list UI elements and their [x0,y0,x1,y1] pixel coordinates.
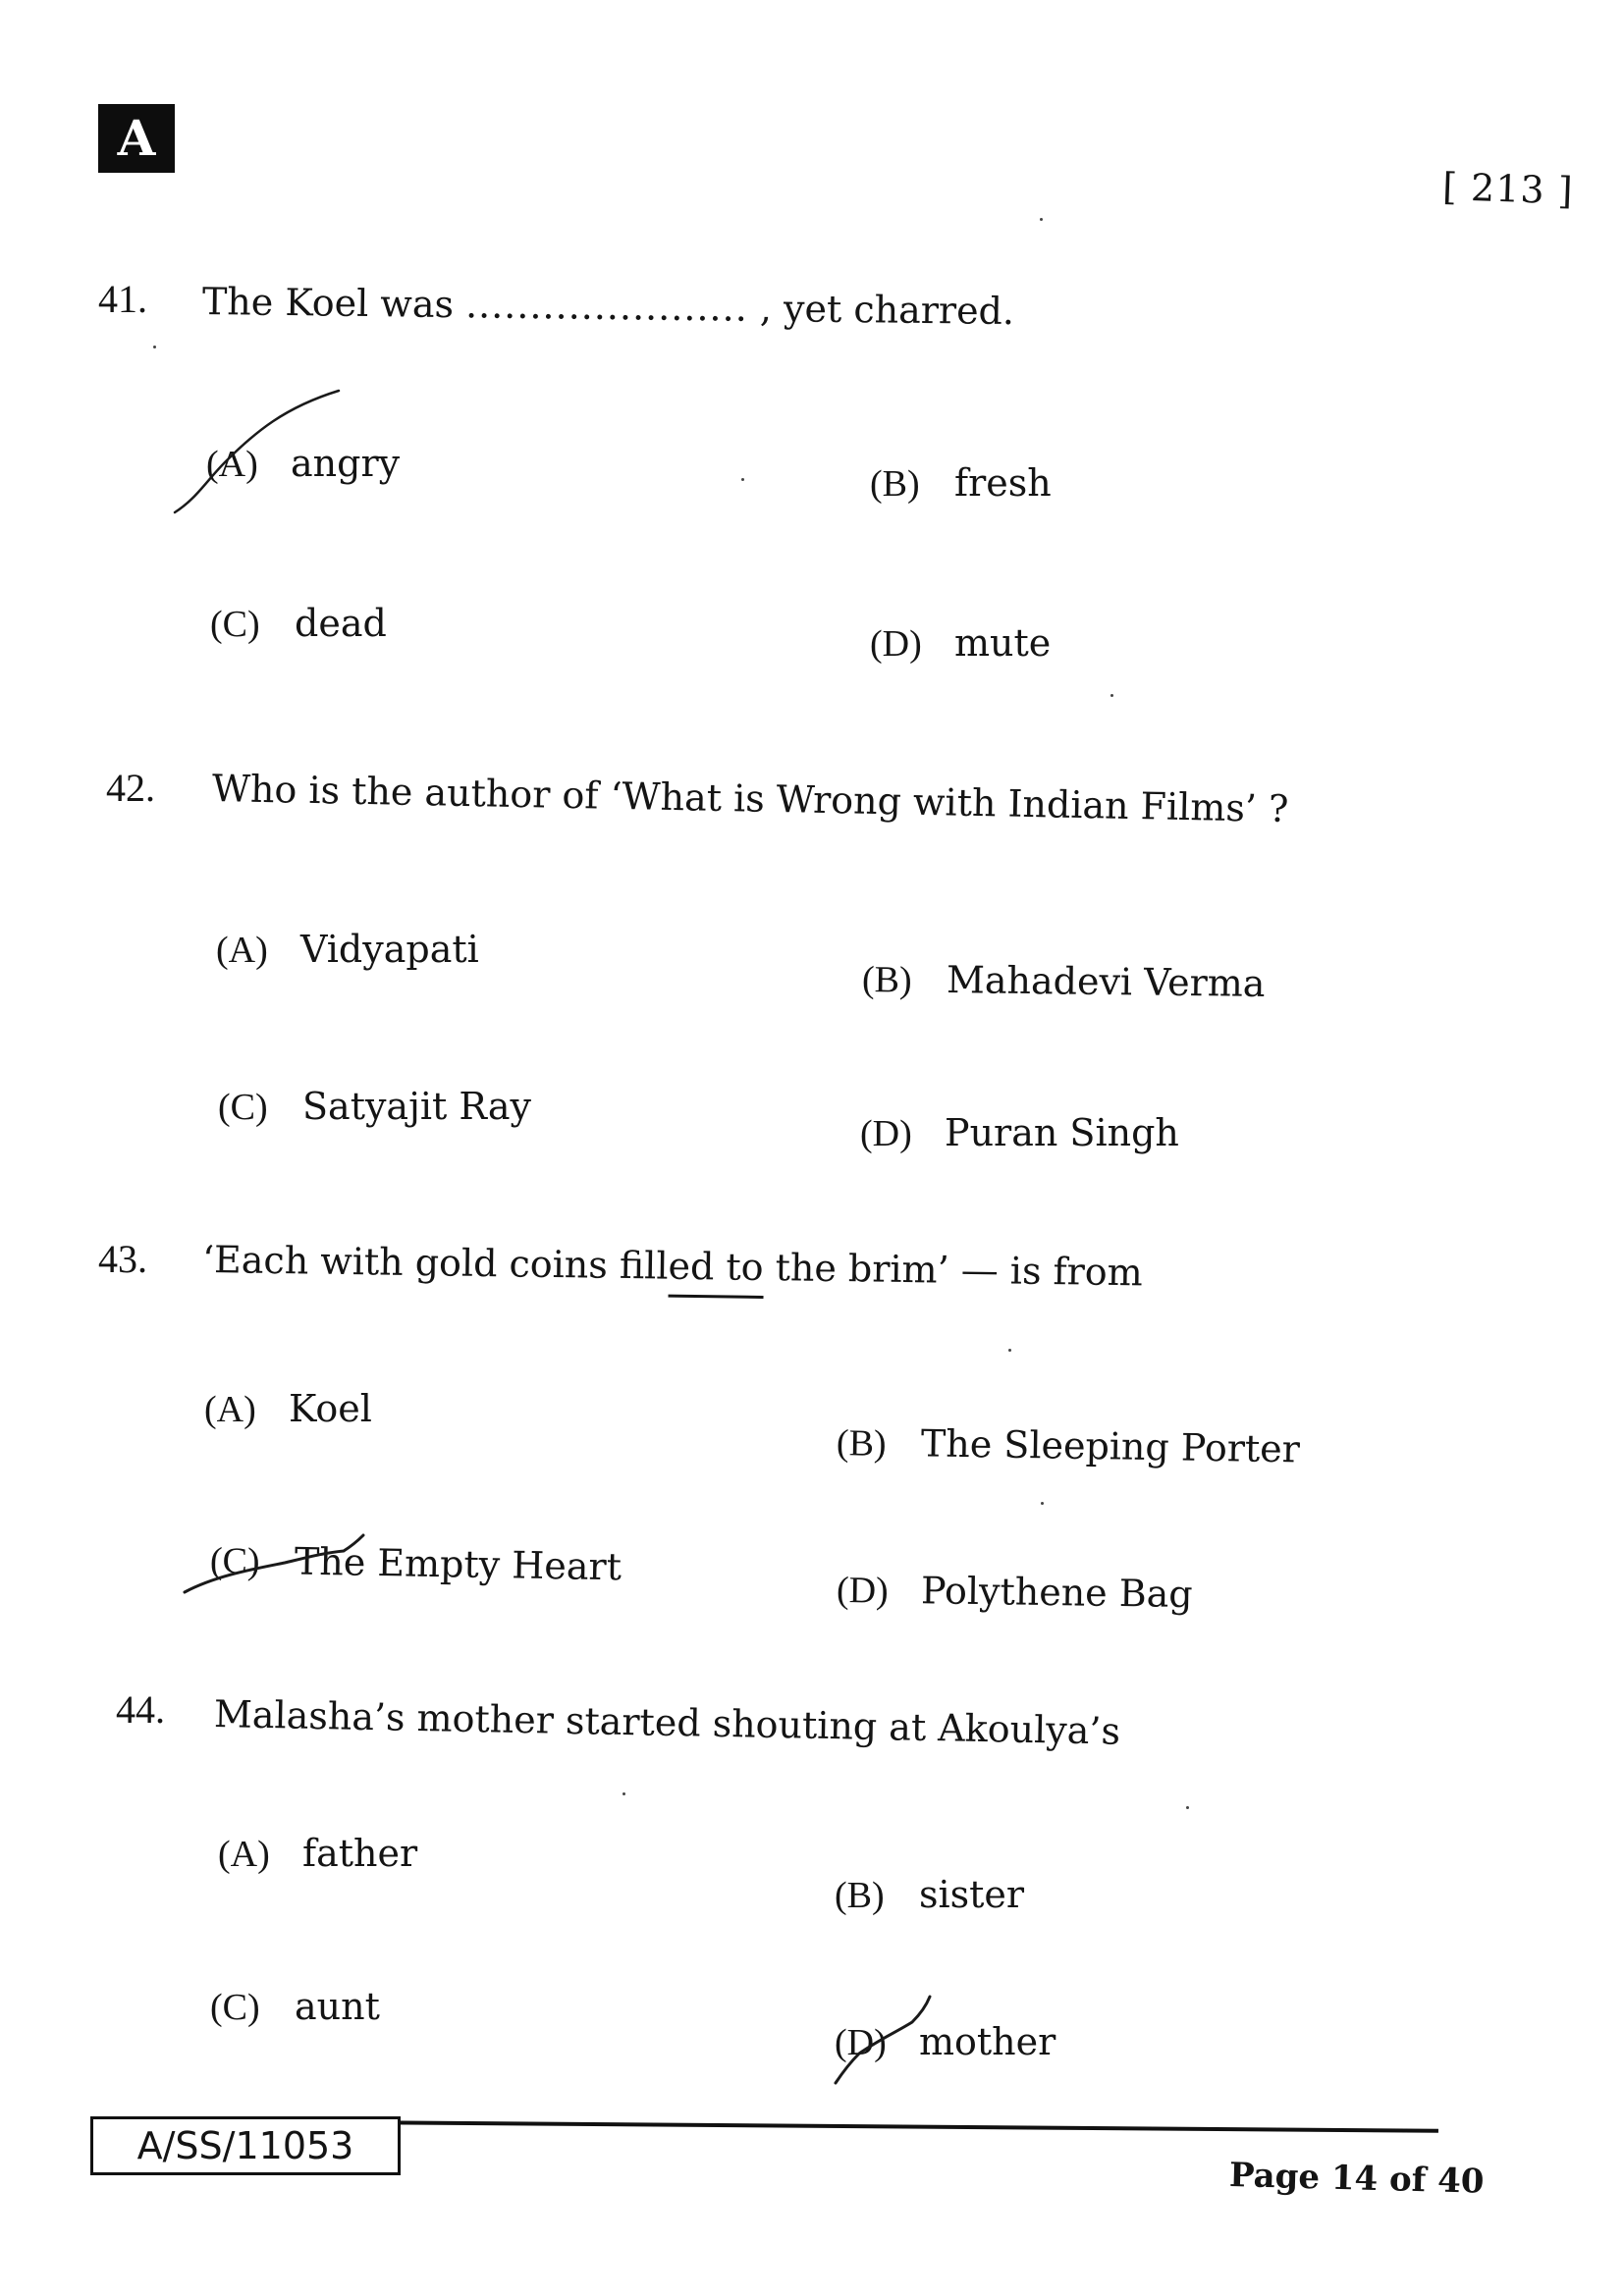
question-number: 44. [116,1687,165,1732]
option-a[interactable] [218,1832,417,1876]
option-letter: (B) [861,959,912,1001]
scan-speck [741,478,744,481]
option-b[interactable] [837,1420,1301,1471]
option-c[interactable] [210,602,387,646]
option-letter: (D) [835,2022,887,2063]
question-43 [98,1232,1473,1644]
page-number: Page 14 of 40 [1228,2156,1485,2202]
option-c[interactable] [210,1985,380,2029]
option-letter: (B) [835,1875,885,1916]
question-41 [98,270,1473,682]
option-letter: (A) [216,930,268,971]
option-letter: (A) [204,1389,256,1430]
option-text: mute [954,621,1052,665]
option-letter: (C) [210,1987,260,2028]
option-b[interactable] [870,461,1052,506]
question-text [202,1238,1143,1294]
option-text: angry [291,442,401,485]
option-text: dead [295,602,387,645]
option-a[interactable] [216,928,479,972]
option-text: The Sleeping Porter [920,1421,1301,1471]
scan-speck [1110,694,1113,697]
scan-speck [1040,218,1043,221]
blank-dots: ...................... [464,283,749,330]
question-number: 41. [98,277,147,321]
code-reference: [ 213 ] [1441,165,1575,213]
scan-speck [153,346,156,348]
option-d[interactable] [837,1568,1193,1617]
option-letter: (A) [218,1834,270,1875]
option-letter: (B) [836,1422,887,1465]
option-text: Satyajit Ray [302,1085,531,1128]
paper-code-box: A/SS/11053 [90,2116,401,2175]
scan-speck [623,1792,625,1795]
option-text: fresh [954,461,1052,505]
option-b[interactable] [835,1873,1024,1917]
option-text: Koel [289,1387,372,1430]
option-text: Polythene Bag [920,1569,1193,1617]
option-text: father [302,1832,418,1875]
option-text: The Empty Heart [294,1539,623,1589]
option-c[interactable] [210,1538,623,1589]
option-d[interactable] [870,621,1051,666]
option-text: mother [919,2020,1056,2063]
question-text-part: The Koel was [201,280,466,327]
question-text-part: , yet charred. [747,286,1015,334]
question-text: Who is the author of ‘What is Wrong with Indian Films’ ? [211,767,1289,831]
option-letter: (B) [870,463,920,505]
set-label-badge: A [98,104,175,173]
option-letter: (C) [209,1540,261,1582]
option-letter: (D) [860,1113,912,1154]
option-a[interactable] [206,442,400,486]
scan-speck [1041,1502,1044,1505]
option-text: Mahadevi Verma [946,958,1266,1006]
option-d[interactable] [860,1111,1179,1155]
question-text [202,280,1015,333]
option-letter: (D) [870,623,922,665]
option-a[interactable] [204,1387,372,1431]
option-text: Puran Singh [945,1111,1179,1154]
question-text-part: the brim’ — is from [763,1245,1144,1295]
option-b[interactable] [862,957,1266,1006]
option-text: sister [919,1873,1025,1916]
option-letter: (A) [206,444,258,485]
scan-speck [1186,1806,1189,1809]
option-letter: (D) [836,1570,890,1612]
question-44 [116,1686,1490,2099]
option-text: aunt [295,1985,380,2028]
question-42 [106,761,1481,1173]
question-text-part: ‘Each with gold coins fill [201,1238,669,1288]
option-c[interactable] [218,1085,531,1129]
question-number: 43. [98,1237,147,1281]
option-letter: (C) [218,1087,268,1128]
option-d[interactable] [835,2020,1056,2064]
question-text: Malasha’s mother started shouting at Akoulya’s [213,1692,1121,1753]
option-text: Vidyapati [300,928,479,971]
option-letter: (C) [210,604,260,645]
underlined-text: ed to [668,1244,764,1289]
question-number: 42. [106,766,155,810]
scan-speck [1008,1349,1011,1352]
